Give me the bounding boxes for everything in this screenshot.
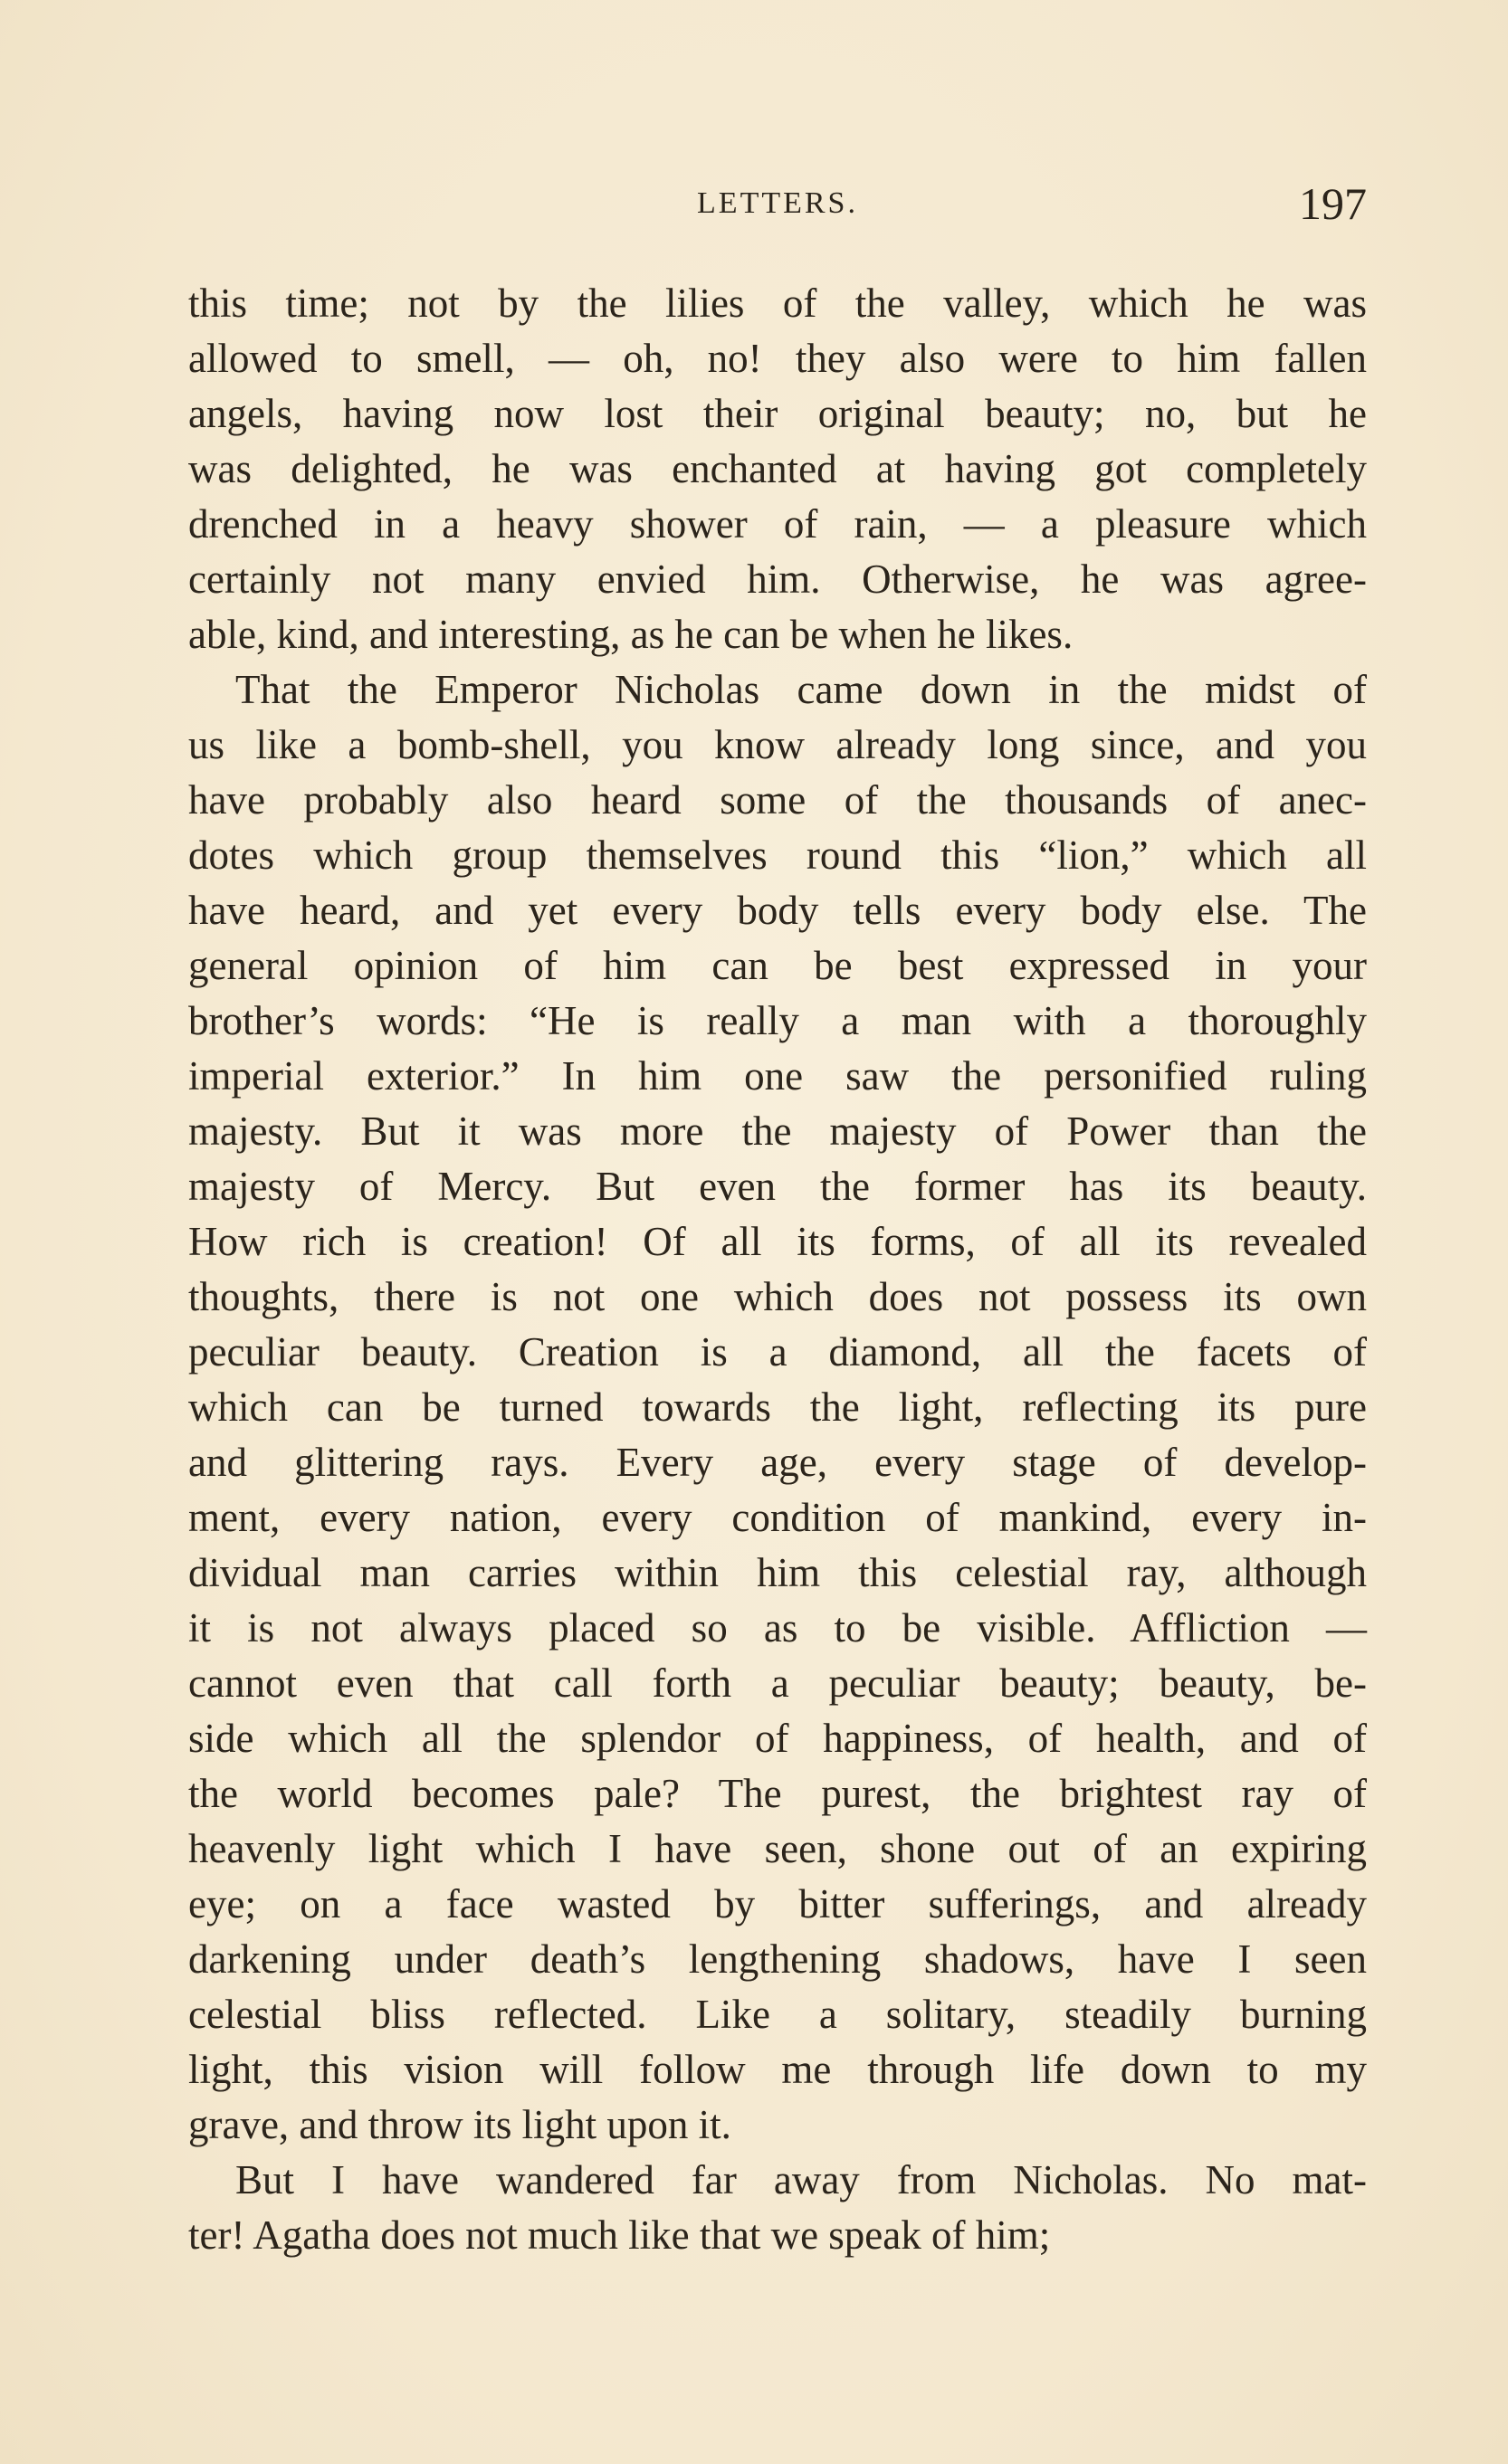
text-line: which can be turned towards the light, reflecting its pure xyxy=(188,1384,1367,1430)
text-line: brother’s words: “He is really a man with a thoroughly xyxy=(188,998,1367,1043)
text-line: was delighted, he was enchanted at having got completely xyxy=(188,446,1367,491)
text-line: How rich is creation! Of all its forms, of all its revealed xyxy=(188,1219,1367,1264)
running-head: LETTERS. xyxy=(697,186,858,220)
text-line: allowed to smell, — oh, no! they also were to him fallen xyxy=(188,336,1367,381)
text-line: darkening under death’s lengthening shadows, have I seen xyxy=(188,1936,1367,1982)
text-line: ter! Agatha does not much like that we speak of him; xyxy=(188,2212,1051,2258)
text-line: cannot even that call forth a peculiar beauty; beauty, be- xyxy=(188,1660,1367,1706)
text-line: thoughts, there is not one which does not possess its own xyxy=(188,1274,1367,1319)
text-line: the world becomes pale? The purest, the brightest ray of xyxy=(188,1771,1367,1816)
body-text xyxy=(188,276,1367,2263)
text-line: have heard, and yet every body tells every body else. The xyxy=(188,888,1367,933)
text-line: That the Emperor Nicholas came down in the midst of xyxy=(235,667,1367,712)
text-line: majesty. But it was more the majesty of Power than the xyxy=(188,1108,1367,1154)
text-line: have probably also heard some of the thousands of anec- xyxy=(188,777,1367,823)
text-line: ment, every nation, every condition of mankind, every in- xyxy=(188,1495,1367,1540)
text-line: certainly not many envied him. Otherwise, he was agree- xyxy=(188,557,1367,602)
paragraph xyxy=(188,662,1367,2153)
text-line: dividual man carries within him this celestial ray, although xyxy=(188,1550,1367,1595)
text-line: side which all the splendor of happiness, of health, and of xyxy=(188,1716,1367,1761)
paragraph xyxy=(188,2153,1367,2263)
text-line: able, kind, and interesting, as he can be when he likes. xyxy=(188,612,1074,657)
text-line: this time; not by the lilies of the valley, which he was xyxy=(188,281,1367,326)
text-line: and glittering rays. Every age, every stage of develop- xyxy=(188,1440,1367,1485)
text-line: us like a bomb-shell, you know already long since, and you xyxy=(188,722,1367,767)
page-header xyxy=(188,177,1367,241)
text-line: heavenly light which I have seen, shone out of an expiring xyxy=(188,1826,1367,1871)
text-line: But I have wandered far away from Nicholas. No mat- xyxy=(235,2157,1367,2202)
text-line: imperial exterior.” In him one saw the personified ruling xyxy=(188,1053,1367,1099)
text-line: celestial bliss reflected. Like a solitary, steadily burning xyxy=(188,1992,1367,2037)
text-line: peculiar beauty. Creation is a diamond, all the facets of xyxy=(188,1329,1367,1375)
text-line: angels, having now lost their original beauty; no, but he xyxy=(188,391,1367,436)
text-line: it is not always placed so as to be visible. Affliction — xyxy=(188,1605,1367,1651)
page-number: 197 xyxy=(1299,178,1367,229)
text-line: light, this vision will follow me through life down to my xyxy=(188,2047,1367,2092)
text-line: majesty of Mercy. But even the former has its beauty. xyxy=(188,1164,1367,1209)
text-line: dotes which group themselves round this “lion,” which all xyxy=(188,832,1367,878)
text-line: drenched in a heavy shower of rain, — a pleasure which xyxy=(188,501,1367,547)
paragraph xyxy=(188,276,1367,662)
text-line: general opinion of him can be best expressed in your xyxy=(188,943,1367,988)
text-line: eye; on a face wasted by bitter sufferings, and already xyxy=(188,1881,1367,1926)
text-line: grave, and throw its light upon it. xyxy=(188,2102,731,2147)
